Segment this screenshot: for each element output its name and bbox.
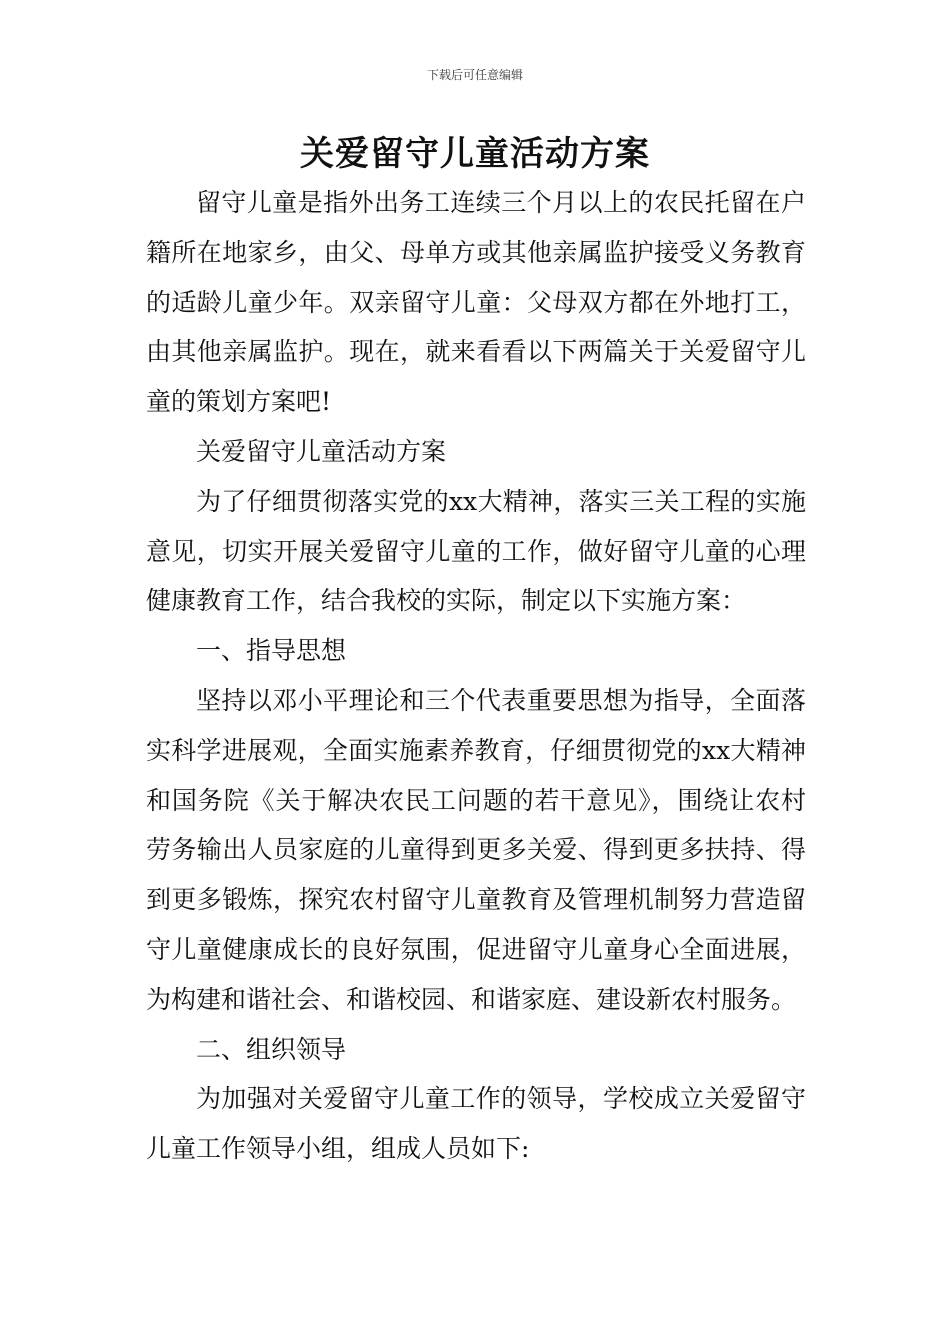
- section-heading-organization: 二、组织领导: [196, 1034, 347, 1064]
- page-header-note: 下载后可任意编辑: [426, 68, 523, 82]
- document-title: 关爱留守儿童活动方案: [300, 134, 650, 174]
- document-body: [146, 178, 806, 1174]
- section-subtitle: 关爱留守儿童活动方案: [196, 436, 447, 466]
- section-heading-guiding-ideology: 一、指导思想: [196, 636, 347, 666]
- paragraph-guiding-ideology: 坚持以邓小平理论和三个代表重要思想为指导，全面落实科学进展观，全面实施素养教育，仔细贯彻党的xx大精神和国务院《关于解决农民工问题的若干意见》，围绕让农村劳务输出人员家庭的儿童得到更多关爱、得到更多扶持、得到更多锻炼，探究农村留守儿童教育及管理机制努力营造留守儿童健康成长的良好氛围，促进留守儿童身心全面进展，为构建和谐社会、和谐校园、和谐家庭、建设新农村服务。: [146, 685, 806, 1014]
- paragraph-organization: 为加强对关爱留守儿童工作的领导，学校成立关爱留守儿童工作领导小组，组成人员如下:: [146, 1084, 806, 1164]
- paragraph-purpose: 为了仔细贯彻落实党的xx大精神，落实三关工程的实施意见，切实开展关爱留守儿童的工作，做好留守儿童的心理健康教育工作，结合我校的实际，制定以下实施方案：: [146, 486, 806, 616]
- paragraph-intro: 留守儿童是指外出务工连续三个月以上的农民托留在户籍所在地家乡，由父、母单方或其他亲属监护接受义务教育的适龄儿童少年。双亲留守儿童：父母双方都在外地打工，由其他亲属监护。现在，就来看看以下两篇关于关爱留守儿童的策划方案吧!: [146, 188, 806, 417]
